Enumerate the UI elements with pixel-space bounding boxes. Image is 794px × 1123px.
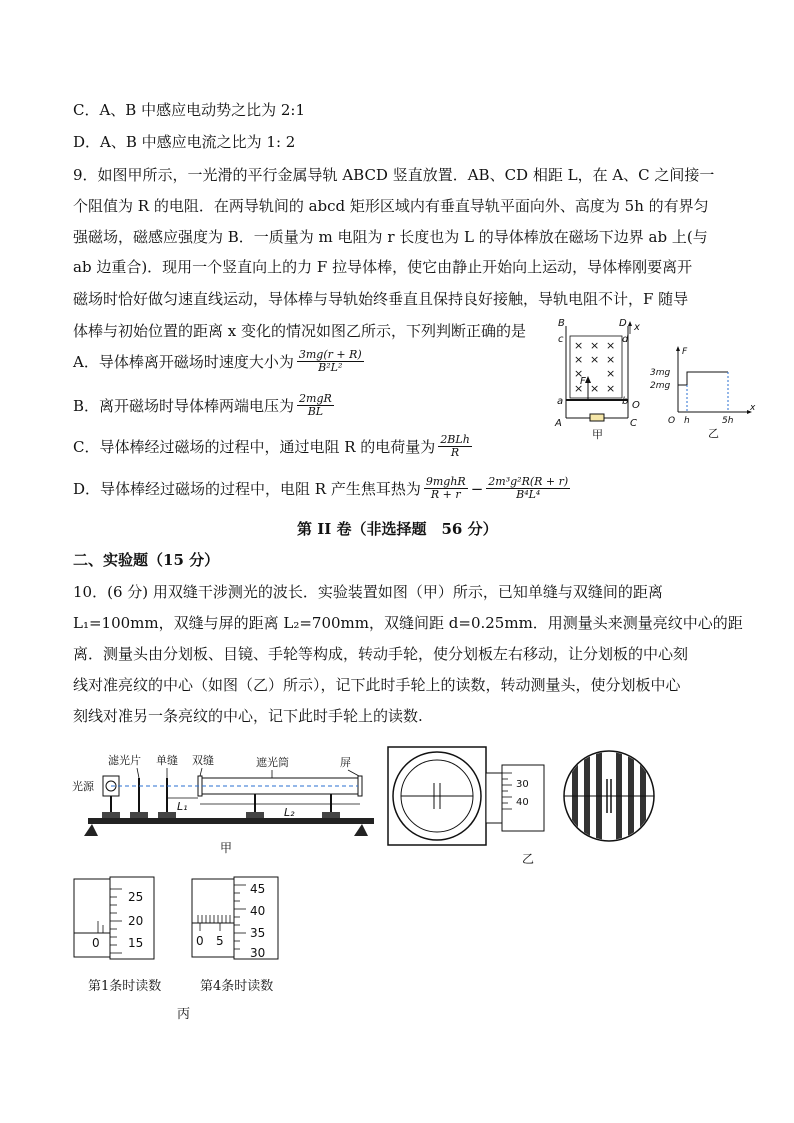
resistor bbox=[590, 414, 604, 421]
label-f-axis: F bbox=[682, 347, 688, 357]
q10-line-3: 离．测量头由分划板、目镜、手轮等构成，转动手轮，使分划板左右移动，让分划板的中心刻 bbox=[73, 645, 689, 663]
q8-option-d: D．A、B 中感应电流之比为 1: 2 bbox=[73, 133, 296, 151]
y-axis-arrowhead bbox=[676, 346, 680, 351]
q9-option-a-den: B²L² bbox=[318, 361, 343, 374]
label-l2: L₂ bbox=[284, 806, 295, 819]
label-x: x bbox=[634, 322, 640, 333]
label-tube: 遮光筒 bbox=[256, 756, 289, 769]
label-a-bottom: A bbox=[555, 418, 562, 429]
q9-option-b-den: BL bbox=[307, 405, 324, 418]
caption-fourth-reading: 第4条时读数 bbox=[200, 979, 274, 994]
x-axis-arrowhead bbox=[628, 321, 632, 326]
q9-option-b-text: B．离开磁场时导体棒两端电压为 bbox=[73, 397, 295, 415]
m4-label-35: 35 bbox=[250, 926, 266, 940]
cross-6: × bbox=[606, 353, 616, 366]
q10-figure-yi bbox=[386, 745, 566, 870]
f-curve bbox=[678, 372, 728, 385]
cross-4: × bbox=[574, 353, 584, 366]
micrometer-sleeve bbox=[486, 773, 502, 823]
stand-base-4 bbox=[246, 812, 264, 818]
stand-base-3 bbox=[158, 812, 176, 818]
q9-figure-yi bbox=[648, 340, 758, 440]
q9-option-a-num: 3mg(r + R) bbox=[298, 348, 362, 361]
micrometer-first-reading bbox=[72, 875, 168, 961]
label-b: b bbox=[622, 396, 629, 407]
bench-foot-right bbox=[354, 824, 368, 836]
q9-line-1: 9．如图甲所示，一光滑的平行金属导轨 ABCD 竖直放置．AB、CD 相距 L，在 A、C 之间接一 bbox=[73, 166, 715, 184]
stand-base-1 bbox=[102, 812, 120, 818]
figure-caption-bing: 丙 bbox=[177, 1007, 191, 1022]
q9-option-d-num-1: 9mghR bbox=[425, 475, 466, 488]
figure-caption-yi-q10: 乙 bbox=[522, 852, 535, 866]
figure-caption-jia-q10: 甲 bbox=[220, 841, 233, 855]
screen bbox=[358, 776, 362, 796]
m1-label-15: 15 bbox=[128, 936, 144, 950]
m1-label-25: 25 bbox=[128, 890, 144, 904]
q9-option-b-num: 2mgR bbox=[299, 392, 332, 405]
q9-option-a-text: A．导体棒离开磁场时速度大小为 bbox=[73, 353, 294, 371]
q9-option-c-num: 2BLh bbox=[440, 433, 470, 446]
q8-option-c: C．A、B 中感应电动势之比为 2:1 bbox=[73, 101, 306, 119]
cross-8: × bbox=[606, 367, 616, 380]
label-b-top: B bbox=[558, 318, 565, 329]
q9-option-c-fraction bbox=[438, 434, 471, 459]
q9-option-d-den-2: B⁴L⁴ bbox=[516, 488, 541, 501]
m4-label-45: 45 bbox=[250, 882, 266, 896]
q9-line-5: 磁场时恰好做匀速直线运动，导体棒与导轨始终垂直且保持良好接触，导轨电阻不计，F 随导 bbox=[73, 290, 689, 308]
experiment-heading: 二、实验题（15 分） bbox=[73, 551, 220, 569]
m1-label-20: 20 bbox=[128, 914, 144, 928]
label-screen: 屏 bbox=[340, 756, 351, 769]
tick-h: h bbox=[684, 416, 690, 426]
q9-option-c-text: C．导体棒经过磁场的过程中，通过电阻 R 的电荷量为 bbox=[73, 438, 436, 456]
q9-option-d-fraction-2 bbox=[486, 476, 570, 501]
q9-option-d bbox=[73, 476, 573, 501]
q9-figure-jia bbox=[550, 316, 650, 442]
q9-option-d-text: D．导体棒经过磁场的过程中，电阻 R 产生焦耳热为 bbox=[73, 480, 421, 498]
m4-label-40: 40 bbox=[250, 904, 266, 918]
cross-7: × bbox=[574, 367, 584, 380]
label-a: a bbox=[557, 396, 564, 407]
label-light-source: 光源 bbox=[72, 780, 94, 793]
optical-bench bbox=[88, 818, 374, 824]
tick-2mg: 2mg bbox=[650, 381, 671, 391]
q10-figure-jia bbox=[72, 748, 382, 858]
label-d: d bbox=[622, 334, 629, 345]
q10-line-5: 刻线对准另一条亮纹的中心，记下此时手轮上的读数. bbox=[73, 707, 423, 725]
cross-2: × bbox=[590, 339, 600, 352]
q9-option-a bbox=[73, 349, 367, 374]
thimble-label-30: 30 bbox=[516, 779, 529, 790]
cross-9: × bbox=[574, 382, 584, 395]
micrometer-fourth-reading bbox=[190, 875, 290, 961]
stand-base-2 bbox=[130, 812, 148, 818]
label-double-slit: 双缝 bbox=[192, 754, 214, 767]
label-filter: 滤光片 bbox=[108, 754, 141, 767]
m4-label-30: 30 bbox=[250, 946, 266, 960]
q9-line-6: 体棒与初始位置的距离 x 变化的情况如图乙所示，下列判断正确的是 bbox=[73, 322, 526, 340]
tick-3mg: 3mg bbox=[650, 368, 671, 378]
q9-option-d-den-1: R + r bbox=[430, 488, 461, 501]
m4-label-0: 0 bbox=[196, 934, 204, 948]
cross-1: × bbox=[574, 339, 584, 352]
label-c: c bbox=[558, 334, 564, 345]
q9-option-b bbox=[73, 393, 337, 418]
leader-filter bbox=[137, 768, 139, 778]
label-origin: O bbox=[668, 416, 676, 426]
q9-line-2: 个阻值为 R 的电阻．在两导轨间的 abcd 矩形区域内有垂直导轨平面向外、高度为 5h 的有界匀 bbox=[73, 197, 709, 215]
fringe-view bbox=[562, 749, 656, 843]
label-x-axis: x bbox=[750, 403, 756, 413]
q9-option-a-fraction bbox=[297, 349, 364, 374]
m1-label-0: 0 bbox=[92, 936, 100, 950]
label-d-top: D bbox=[619, 318, 627, 329]
figure-caption-yi: 乙 bbox=[708, 427, 719, 440]
label-o: O bbox=[632, 400, 640, 411]
q9-line-3: 强磁场，磁感应强度为 B．一质量为 m 电阻为 r 长度也为 L 的导体棒放在磁场下边界 ab 上(与 bbox=[73, 228, 708, 246]
q10-line-1: 10．(6 分) 用双缝干涉测光的波长．实验装置如图（甲）所示，已知单缝与双缝间的距离 bbox=[73, 583, 663, 601]
label-f: F bbox=[580, 376, 586, 387]
leader-double-slit bbox=[200, 768, 202, 776]
bench-foot-left bbox=[84, 824, 98, 836]
q9-option-c bbox=[73, 434, 475, 459]
label-c-bottom: C bbox=[630, 418, 637, 429]
cross-5: × bbox=[590, 353, 600, 366]
q9-option-c-den: R bbox=[450, 446, 460, 459]
q9-option-b-fraction bbox=[297, 393, 334, 418]
figure-caption-jia: 甲 bbox=[592, 428, 603, 441]
q9-line-4: ab 边重合)．现用一个竖直向上的力 F 拉导体棒，使它由静止开始向上运动，导体棒刚要离开 bbox=[73, 258, 693, 276]
q9-option-d-fraction-1 bbox=[424, 476, 468, 501]
cross-11: × bbox=[606, 382, 616, 395]
m4-label-5: 5 bbox=[216, 934, 224, 948]
q10-line-2: L₁=100mm，双缝与屏的距离 L₂=700mm，双缝间距 d=0.25mm．用测量头来测量亮纹中心的距 bbox=[73, 614, 743, 632]
stand-base-5 bbox=[322, 812, 340, 818]
tick-5h: 5h bbox=[722, 416, 734, 426]
thimble-label-40: 40 bbox=[516, 797, 529, 808]
cross-10: × bbox=[590, 382, 600, 395]
q9-option-d-num-2: 2m³g²R(R + r) bbox=[488, 475, 569, 488]
q10-line-4: 线对准亮纹的中心（如图（乙）所示），记下此时手轮上的读数，转动测量头，使分划板中心 bbox=[73, 676, 681, 694]
leader-screen bbox=[348, 770, 359, 776]
cross-3: × bbox=[606, 339, 616, 352]
q9-option-d-minus: − bbox=[470, 479, 484, 498]
label-single-slit: 单缝 bbox=[156, 754, 178, 767]
caption-first-reading: 第1条时读数 bbox=[88, 979, 162, 994]
label-l1: L₁ bbox=[177, 800, 188, 813]
section-2-title: 第 II 卷（非选择题 56 分） bbox=[297, 520, 498, 538]
